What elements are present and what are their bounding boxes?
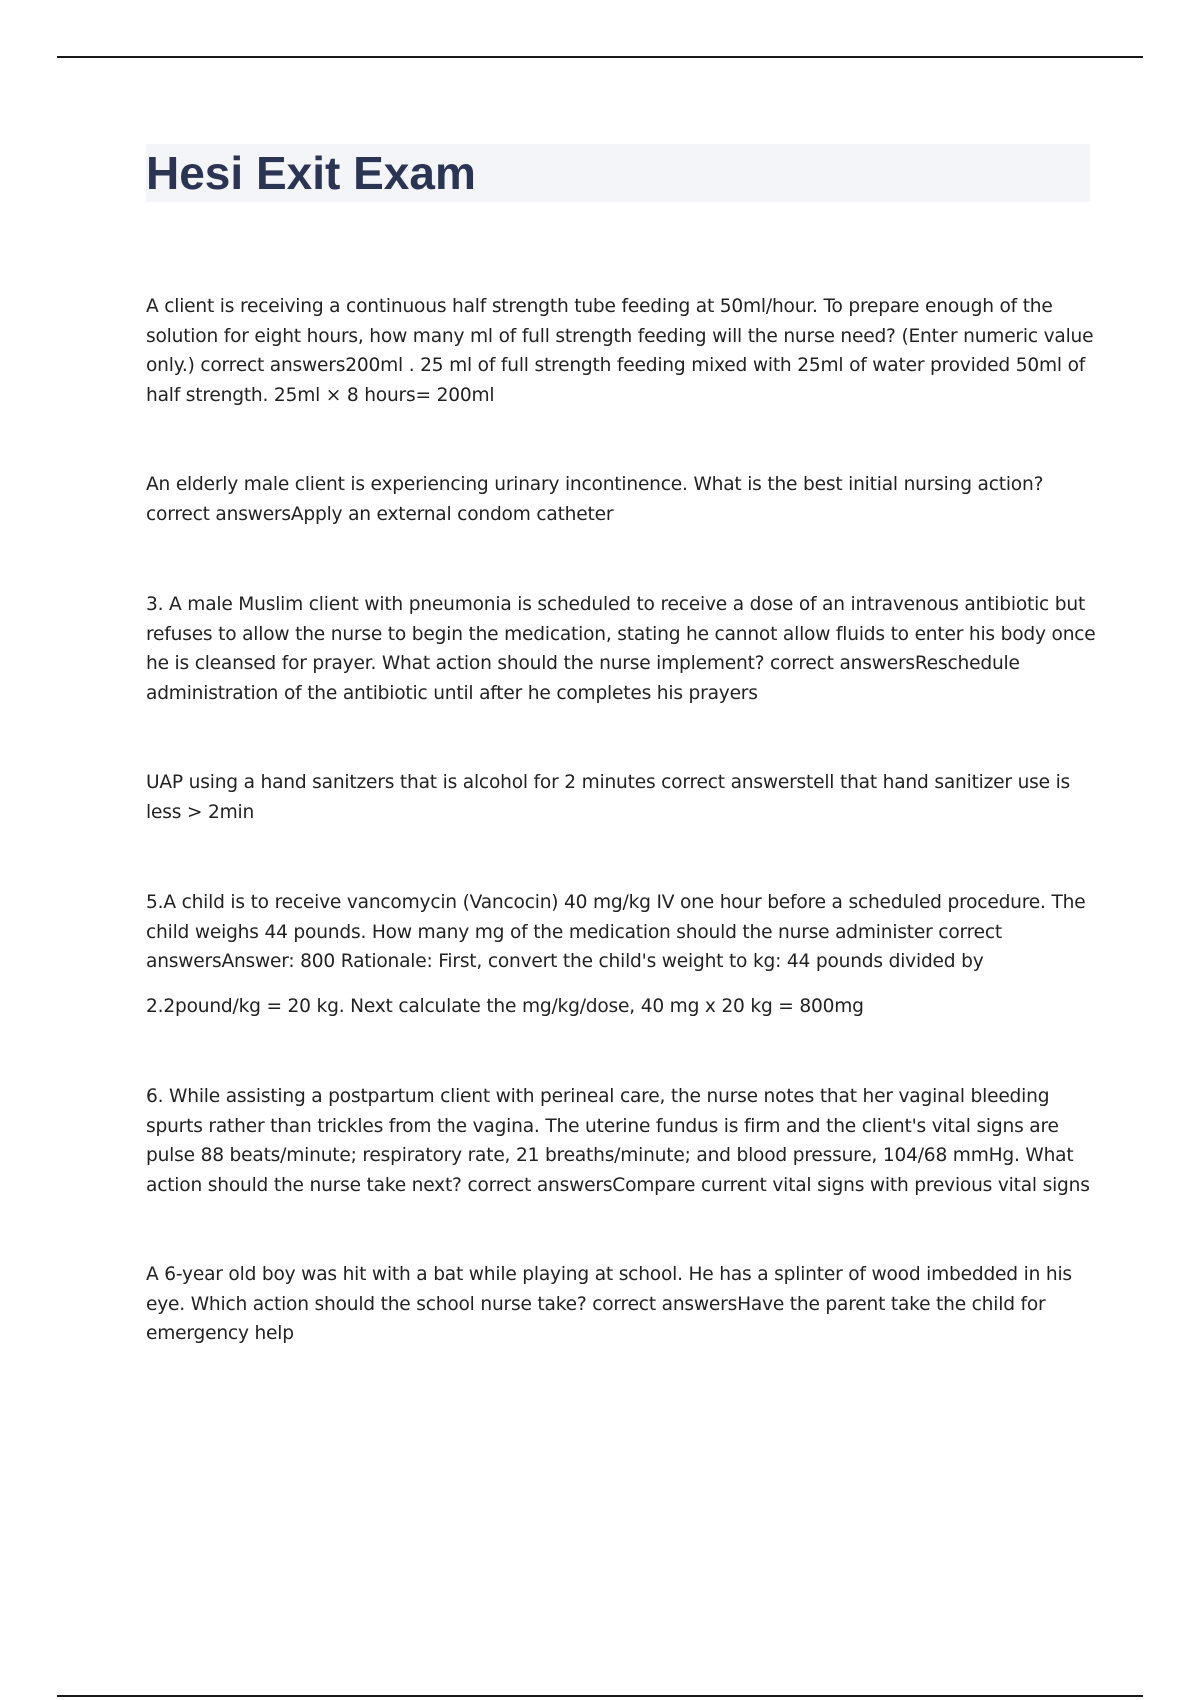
bottom-divider xyxy=(57,1695,1143,1697)
question-paragraph: A 6-year old boy was hit with a bat while playing at school. He has a splinter of wood imbedded in his eye. Which action should the school nurse take? correct answersHave the parent take the child for emergency help xyxy=(146,1264,1072,1344)
question-paragraph-continuation: 2.2pound/kg = 20 kg. Next calculate the mg/kg/dose, 40 mg x 20 kg = 800mg xyxy=(146,996,864,1017)
question-paragraph: UAP using a hand sanitzers that is alcohol for 2 minutes correct answerstell that hand sanitizer use is less > 2min xyxy=(146,772,1071,823)
page-title: Hesi Exit Exam xyxy=(146,147,476,199)
top-divider xyxy=(57,56,1143,58)
question-paragraph: 6. While assisting a postpartum client with perineal care, the nurse notes that her vaginal bleeding spurts rather than trickles from the vagina. The uterine fundus is firm and the client's vital signs are pulse 88 beats/minute; respiratory rate, 21 breaths/minute; and blood pressure, 104/68 mmHg. What action should the nurse take next? correct answersCompare current vital signs with previous vital signs xyxy=(146,1086,1090,1196)
question-paragraph: An elderly male client is experiencing urinary incontinence. What is the best initial nursing action? correct answersApply an external condom catheter xyxy=(146,474,1044,525)
question-paragraph: 3. A male Muslim client with pneumonia is scheduled to receive a dose of an intravenous antibiotic but refuses to allow the nurse to begin the medication, stating he cannot allow fluids to enter his body once he is cleansed for prayer. What action should the nurse implement? correct answersReschedule administration of the antibiotic until after he completes his prayers xyxy=(146,594,1096,704)
question-paragraph: 5.A child is to receive vancomycin (Vancocin) 40 mg/kg IV one hour before a scheduled procedure. The child weighs 44 pounds. How many mg of the medication should the nurse administer correct answersAnswer: 800 Rationale: First, convert the child's weight to kg: 44 pounds divided by xyxy=(146,892,1086,972)
question-paragraph: A client is receiving a continuous half strength tube feeding at 50ml/hour. To prepare enough of the solution for eight hours, how many ml of full strength feeding will the nurse need? (Enter numeric value only.) correct answers200ml . 25 ml of full strength feeding mixed with 25ml of water provided 50ml of half strength. 25ml × 8 hours= 200ml xyxy=(146,296,1094,406)
